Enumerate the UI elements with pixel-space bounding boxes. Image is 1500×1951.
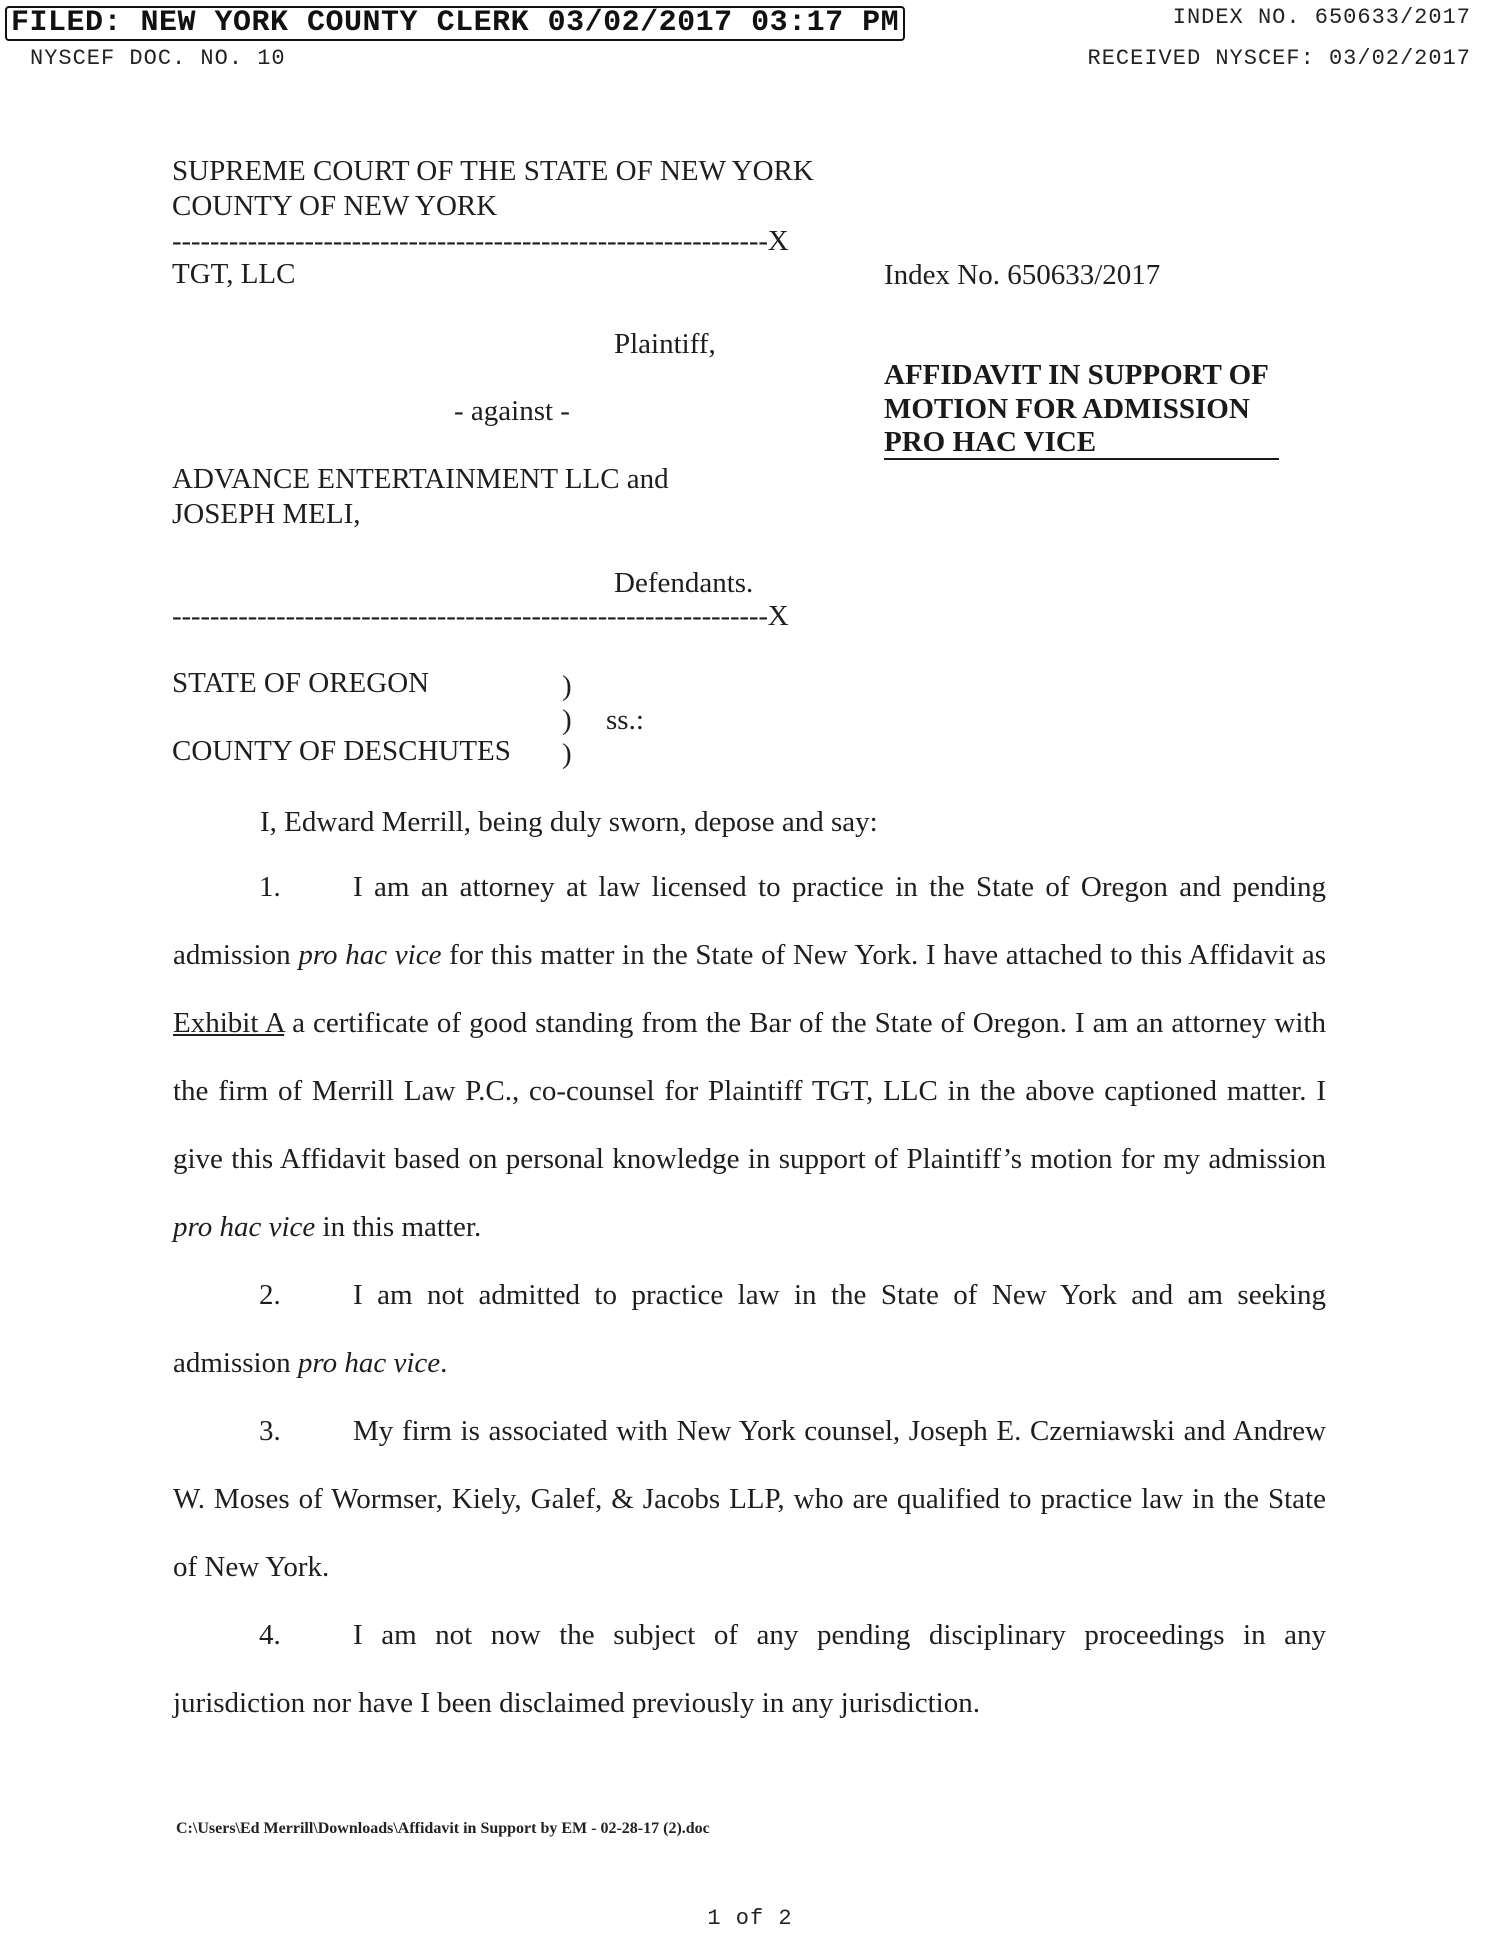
paragraph-2-text-a: I am not admitted to practice law in the State of New York and am seeking admission	[173, 1279, 1326, 1379]
paragraph-4-number: 4.	[259, 1619, 281, 1651]
defendant-role: Defendants.	[614, 567, 754, 599]
defendant-line-1: ADVANCE ENTERTAINMENT LLC and	[172, 463, 669, 495]
paragraph-2	[173, 1261, 1326, 1397]
paragraph-3-text: My firm is associated with New York counsel, Joseph E. Czerniawski and Andrew W. Moses of Wormser, Kiely, Galef, & Jacobs LLP, who are qualified to practice law in the State of New York.	[173, 1415, 1326, 1583]
venue-ss: ss.:	[606, 704, 644, 736]
paragraph-1	[173, 853, 1326, 1261]
caption-separator-bottom: ---------------------------------------------------------------X	[172, 600, 789, 632]
filed-stamp: FILED: NEW YORK COUNTY CLERK 03/02/2017 03:17 PM	[5, 6, 905, 41]
paragraph-1-italic-b: pro hac vice	[173, 1211, 316, 1243]
paragraph-2-text-b: .	[440, 1347, 448, 1379]
plaintiff-name: TGT, LLC	[172, 258, 296, 290]
venue-paren-3: )	[562, 738, 572, 770]
index-number: INDEX NO. 650633/2017	[1172, 5, 1471, 30]
caption-index-number: Index No. 650633/2017	[884, 259, 1161, 291]
paragraph-3-number: 3.	[259, 1415, 281, 1447]
paragraph-2-number: 2.	[259, 1279, 281, 1311]
venue-paren-1: )	[562, 670, 572, 702]
file-path-footer: C:\Users\Ed Merrill\Downloads\Affidavit in Support by EM - 02-28-17 (2).doc	[176, 1820, 710, 1837]
paragraph-1-text-c: a certificate of good standing from the Bar of the State of Oregon. I am an attorney with the firm of Merrill Law P.C., co-counsel for Plaintiff TGT, LLC in the above captioned matter. I give this Affidavit based on personal knowledge in support of Plaintiff’s motion for my admission	[173, 1007, 1326, 1175]
paragraph-1-italic-a: pro hac vice	[298, 939, 442, 971]
paragraph-1-text-b: for this matter in the State of New York. I have attached to this Affidavit as	[441, 939, 1326, 971]
paragraph-3	[173, 1397, 1326, 1601]
paragraph-4	[173, 1601, 1326, 1737]
page-number: 1 of 2	[707, 1906, 793, 1931]
exhibit-a-reference: Exhibit A	[173, 1007, 285, 1039]
document-title-line-2: MOTION FOR ADMISSION	[884, 393, 1250, 425]
caption-separator-top: ---------------------------------------------------------------X	[172, 225, 789, 257]
document-title	[884, 358, 1279, 460]
document-title-line-3: PRO HAC VICE	[884, 426, 1279, 460]
against-label: - against -	[454, 395, 570, 427]
nyscef-doc-number: NYSCEF DOC. NO. 10	[30, 46, 286, 71]
venue-county: COUNTY OF DESCHUTES	[172, 735, 511, 767]
venue-state: STATE OF OREGON	[172, 667, 430, 699]
document-title-line-1: AFFIDAVIT IN SUPPORT OF	[884, 359, 1269, 391]
defendant-line-2: JOSEPH MELI,	[172, 498, 361, 530]
venue-paren-2: )	[562, 704, 572, 736]
paragraph-1-text-a: I am an attorney at law licensed to practice in the State of Oregon and pending admission	[173, 871, 1326, 971]
plaintiff-role: Plaintiff,	[614, 328, 716, 360]
paragraph-1-text-d: in this matter.	[315, 1211, 482, 1243]
court-county: COUNTY OF NEW YORK	[172, 190, 498, 222]
paragraph-4-text: I am not now the subject of any pending disciplinary proceedings in any jurisdiction nor have I been disclaimed previously in any jurisdiction.	[173, 1619, 1326, 1719]
paragraph-2-italic: pro hac vice	[297, 1347, 441, 1379]
paragraph-1-number: 1.	[259, 871, 281, 903]
affidavit-intro: I, Edward Merrill, being duly sworn, depose and say:	[260, 806, 878, 838]
court-name: SUPREME COURT OF THE STATE OF NEW YORK	[172, 155, 814, 187]
received-date: RECEIVED NYSCEF: 03/02/2017	[1087, 46, 1471, 71]
